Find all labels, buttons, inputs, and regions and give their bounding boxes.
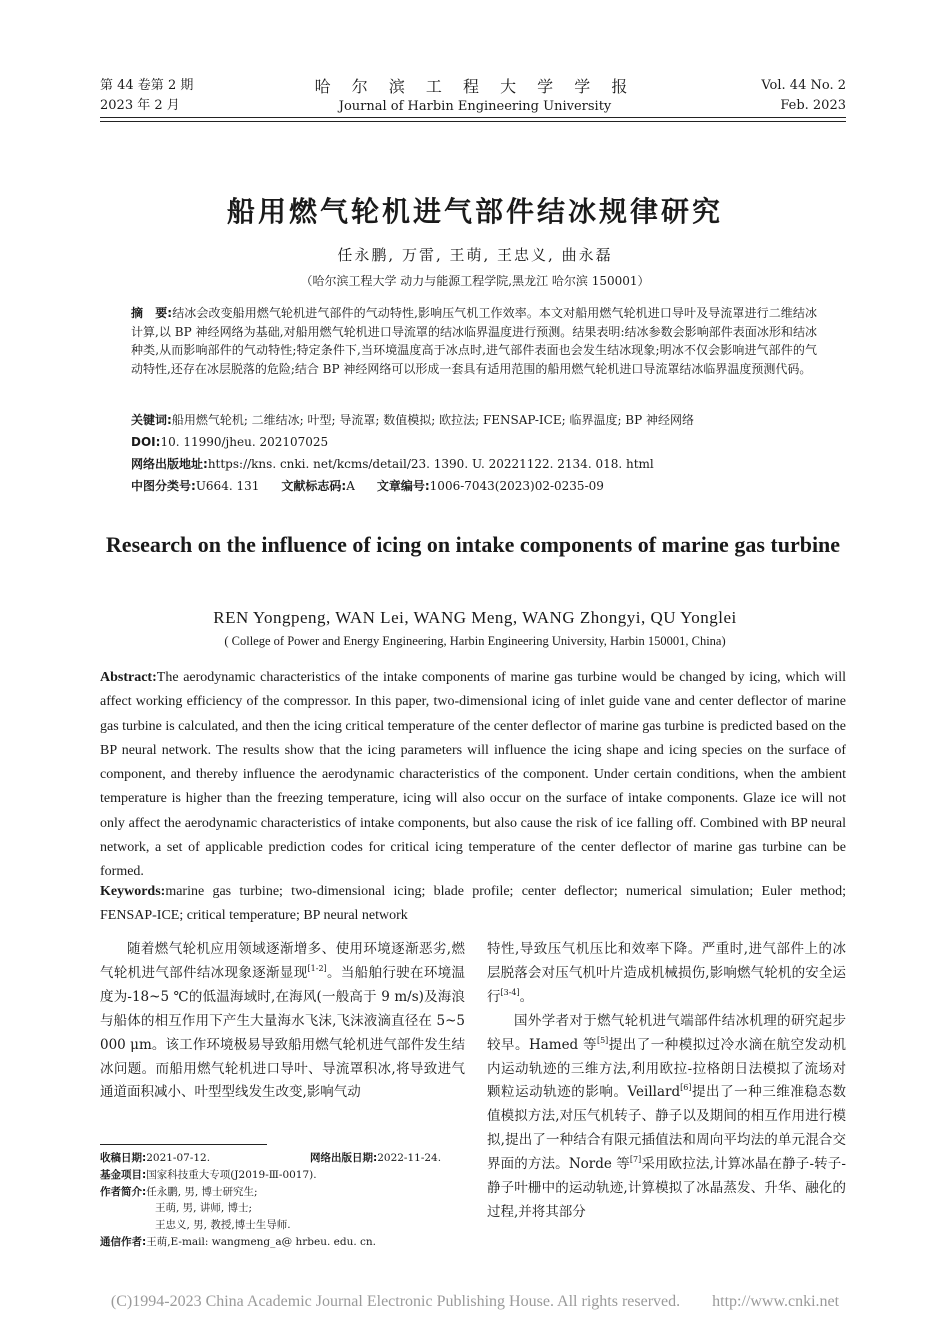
body-right-text-a: 特性,导致压气机压比和效率下降。严重时,进气部件上的冰层脱落会对压气机叶片造成机械损伤,影响燃气轮机的安全运行 xyxy=(487,941,846,1005)
footnote-bio xyxy=(100,1184,470,1201)
header-rule-thin xyxy=(100,121,846,122)
copyright-watermark: (C)1994-2023 China Academic Journal Electronic Publishing House. All rights reserved. http://www.cnki.net xyxy=(110,1293,840,1310)
keywords-cn xyxy=(131,410,817,431)
abstract-en-label: Abstract: xyxy=(100,670,157,685)
footnote-dates xyxy=(100,1150,470,1167)
paper-title-en: Research on the influence of icing on intake components of marine gas turbine xyxy=(105,532,841,557)
article-no-label: 文章编号: xyxy=(376,479,430,493)
classification-line xyxy=(131,476,817,497)
issue-date-cn: 2023 年 2 月 xyxy=(100,98,180,113)
body-paragraph xyxy=(487,938,846,1010)
fund-label: 基金项目: xyxy=(100,1168,147,1181)
journal-name-en: Journal of Harbin Engineering University xyxy=(338,99,612,114)
body-right-text-f: 采用欧拉法,计算冰晶在静子-转子-静子叶栅中的运动轨迹,计算模拟了冰晶蒸发、升华、融化的过程,并将其部分 xyxy=(487,1156,846,1220)
online-date: 2022-11-24. xyxy=(377,1152,442,1164)
abstract-en xyxy=(100,666,846,885)
online-date-group xyxy=(310,1150,441,1167)
keywords-en xyxy=(100,880,846,928)
body-paragraph xyxy=(487,1010,846,1225)
footnote-bio-2 xyxy=(100,1200,470,1217)
body-right-text-e: 提出了一种三维准稳态数值模拟方法,对压气机转子、静子以及期间的相互作用进行模拟,提出了一种结合有限元插值法和周向平均法的单元混合交界面的方法。Norde 等 xyxy=(487,1084,847,1173)
footnote-fund xyxy=(100,1167,470,1184)
corresponding-value[interactable]: 王萌,E-mail: wangmeng_a@ hrbeu. edu. cn. xyxy=(146,1235,376,1248)
footnote-corresponding xyxy=(100,1234,470,1251)
clc-label: 中图分类号: xyxy=(131,479,196,493)
footnote-bio-3 xyxy=(100,1217,470,1234)
online-url-label: 网络出版地址: xyxy=(131,457,208,471)
volume-issue-en: Vol. 44 No. 2 xyxy=(761,78,846,93)
received-date: 2021-07-12. xyxy=(146,1152,211,1164)
citation-ref[interactable]: [3-4] xyxy=(500,987,520,997)
citation-ref[interactable]: [5] xyxy=(596,1035,609,1045)
abstract-en-text: The aerodynamic characteristics of the intake components of marine gas turbine would be changed by icing, which will affect working efficiency of the compressor. In this paper, two-dimensional icing of inlet guide vane and center deflector of marine gas turbine is calculated, and then the icing critical temperature of the center deflector of marine gas turbine is predicted based on the BP neural network. The results show that the icing parameters will influence the icing shape and icing species on the surface of component, and thereby influence the aerodynamic characteristics of the component. Under certain conditions, when the ambient temperature is higher than the freezing temperature, icing will also occur on the surface of intake components. Glaze ice will not only affect the aerodynamic characteristics of intake components, but also cause the risk of ice falling off. Combined with BP neural network, a set of applicable prediction codes for critical icing temperature of the center deflector of marine gas turbine can be formed. xyxy=(100,670,846,880)
issue-date-en: Feb. 2023 xyxy=(780,98,846,113)
doi-label: DOI: xyxy=(131,435,161,449)
article-no-value: 1006-7043(2023)02-0235-09 xyxy=(429,479,604,493)
body-right-text-d: 提出了一种模拟过冷水滴在航空发动机内运动轨迹的三维方法,利用欧拉-拉格朗日法模拟了流场对颗粒运动轨迹的影响。Veillard xyxy=(487,1036,847,1101)
authors-en: REN Yongpeng, WAN Lei, WANG Meng, WANG Zhongyi, QU Yonglei xyxy=(213,608,737,627)
fund-value: 国家科技重大专项(J2019-Ⅲ-0017). xyxy=(146,1168,317,1181)
bio-author-1: 任永鹏, 男, 博士研究生; xyxy=(146,1185,258,1198)
keywords-en-text: marine gas turbine; two-dimensional icing; blade profile; center deflector; numerical simulation; Euler method; FENSAP-ICE; critical temperature; BP neural network xyxy=(100,884,846,923)
doi xyxy=(131,432,817,453)
doc-code-value: A xyxy=(346,479,355,493)
doi-value: 10. 11990/jheu. 202107025 xyxy=(160,435,329,449)
keywords-en-label: Keywords: xyxy=(100,884,166,899)
volume-issue-cn: 第 44 卷第 2 期 xyxy=(100,78,194,93)
body-left-text-b: 。当船舶行驶在环境温度为-18~5 ℃的低温海域时,在海风(一般高于 9 m/s)及海浪与船体的相互作用下产生大量海水飞沫,飞沫液滴直径在 5~5 000 μm。该工作环境极易导致船用燃气轮机进气部件发生结冰问题。而船用燃气轮机进口导叶、导流罩积冰,将导致进气通道面积减小、叶型型线发生改变,影响气动 xyxy=(100,964,466,1101)
bio-author-2: 王萌, 男, 讲师, 博士; xyxy=(155,1202,253,1215)
corresponding-label: 通信作者: xyxy=(100,1235,147,1248)
doc-code-label: 文献标志码: xyxy=(281,479,347,493)
online-url-value[interactable]: https://kns. cnki. net/kcms/detail/23. 1390. U. 20221122. 2134. 018. html xyxy=(207,457,654,471)
running-header-right xyxy=(761,76,846,116)
citation-ref[interactable]: [1-2] xyxy=(307,963,327,973)
bio-author-3: 王忠义, 男, 教授,博士生导师. xyxy=(155,1219,291,1232)
online-date-label: 网络出版日期: xyxy=(310,1152,378,1164)
online-url xyxy=(131,454,817,475)
received-label: 收稿日期: xyxy=(100,1152,147,1164)
abstract-cn xyxy=(131,304,817,378)
footnote xyxy=(100,1150,470,1251)
keywords-cn-text: 船用燃气轮机; 二维结冰; 叶型; 导流罩; 数值模拟; 欧拉法; FENSAP-ICE; 临界温度; BP 神经网络 xyxy=(171,413,695,427)
paper-title-cn: 船用燃气轮机进气部件结冰规律研究 xyxy=(226,195,723,228)
abstract-cn-text: 结冰会改变船用燃气轮机进气部件的气动特性,影响压气机工作效率。本文对船用燃气轮机进口导叶及导流罩进行二维结冰计算,以 BP 神经网络为基础,对船用燃气轮机进口导流罩的结冰临界温度进行预测。结果表明:结冰参数会影响部件表面冰形和结冰种类,从而影响部件的气动特性;特定条件下,当环境温度高于冰点时,进气部件表面也会发生结冰现象;明冰不仅会影响进气部件的气动特性,还存在冰层脱落的危险;结合 BP 神经网络可以形成一套具有适用范围的船用燃气轮机进口导流罩结冰临界温度预测代码。 xyxy=(131,306,817,376)
authors-cn: 任永鹏, 万雷, 王萌, 王忠义, 曲永磊 xyxy=(337,246,613,264)
body-left-column xyxy=(100,938,465,1105)
body-right-text-b: 。 xyxy=(519,988,534,1005)
clc-value: U664. 131 xyxy=(195,479,260,493)
body-right-text-c: 国外学者对于燃气轮机进气端部件结冰机理的研究起步较早。Hamed 等 xyxy=(487,1012,846,1053)
affiliation-cn: （哈尔滨工程大学 动力与能源工程学院,黑龙江 哈尔滨 150001） xyxy=(300,274,650,288)
footnote-rule xyxy=(100,1144,267,1145)
body-right-column xyxy=(487,938,846,1225)
header-rule-thick xyxy=(100,117,846,118)
abstract-cn-label: 摘 要: xyxy=(131,306,173,320)
journal-name-cn: 哈 尔 滨 工 程 大 学 学 报 xyxy=(314,77,636,96)
body-left-text-a: 随着燃气轮机应用领域逐渐增多、使用环境逐渐恶劣,燃气轮机进气部件结冰现象逐渐显现 xyxy=(100,941,465,981)
bio-label: 作者简介: xyxy=(100,1185,147,1198)
citation-ref[interactable]: [6] xyxy=(680,1083,692,1093)
keywords-cn-label: 关键词: xyxy=(131,413,172,427)
affiliation-en: ( College of Power and Energy Engineering, Harbin Engineering University, Harbin 150001, China) xyxy=(224,634,726,648)
citation-ref[interactable]: [7] xyxy=(629,1155,642,1165)
